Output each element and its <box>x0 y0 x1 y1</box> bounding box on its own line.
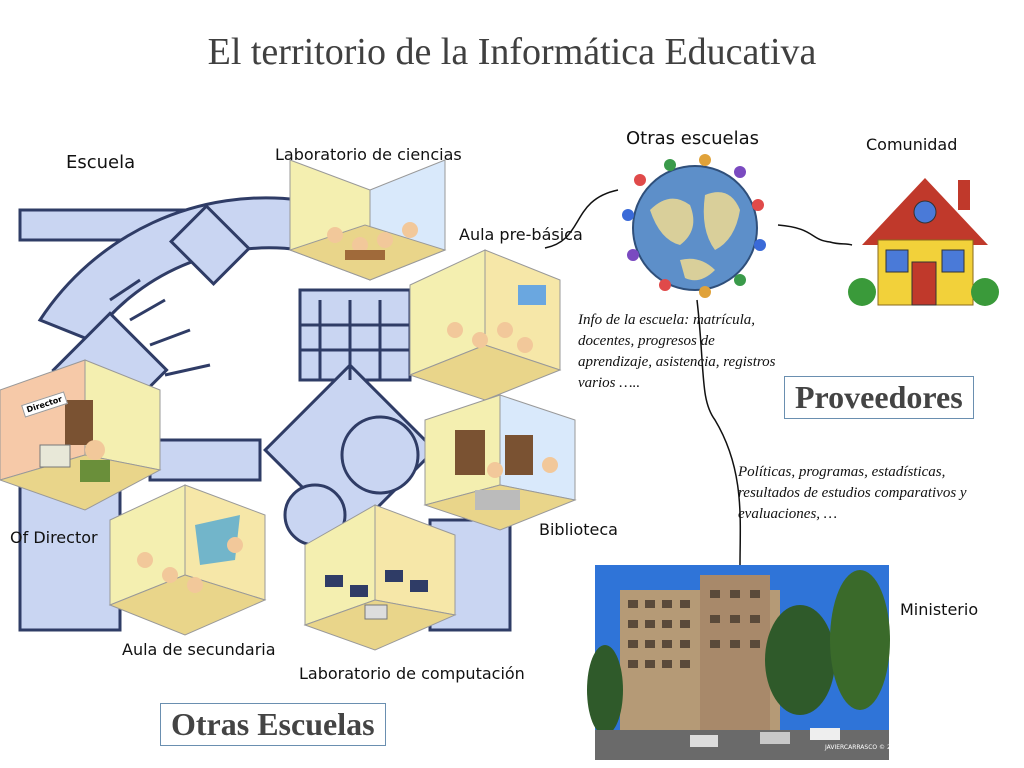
floorplan-block-lower <box>150 440 260 480</box>
label-lab-ciencias: Laboratorio de ciencias <box>275 145 462 164</box>
label-of-director: Of Director <box>10 528 98 547</box>
room-lab-ciencias <box>290 160 445 280</box>
photo-caption: JAVIERCARRASCO © 2006 <box>825 744 903 751</box>
globe-illustration <box>622 154 766 298</box>
label-ministerio: Ministerio <box>900 600 979 619</box>
label-aula-secundaria: Aula de secundaria <box>122 640 276 659</box>
label-aula-prebasica: Aula pre-básica <box>459 225 583 244</box>
ministerio-photo <box>587 565 890 760</box>
room-aula-prebasica <box>410 250 560 400</box>
label-comunidad: Comunidad <box>866 135 958 154</box>
label-escuela: Escuela <box>66 152 136 173</box>
room-director <box>0 360 160 510</box>
house-illustration <box>848 178 999 306</box>
note-politicas: Políticas, programas, estadísticas, resultados de estudios comparativos y evaluaciones, … <box>738 464 967 522</box>
room-aula-secundaria <box>110 485 265 635</box>
floorplan-block-center <box>300 290 410 380</box>
director-sign: Director <box>21 391 68 417</box>
box-otras-escuelas: Otras Escuelas <box>160 703 386 746</box>
label-lab-computacion: Laboratorio de computación <box>299 664 525 683</box>
connector-globe-community <box>778 225 852 245</box>
page-title: El territorio de la Informática Educativa <box>207 31 817 73</box>
label-biblioteca: Biblioteca <box>539 520 618 539</box>
floorplan-circle-1 <box>342 417 418 493</box>
note-info-escuela: Info de la escuela: matrícula, docentes, progresos de aprendizaje, asistencia, registros varios ….. <box>578 312 776 391</box>
box-proveedores: Proveedores <box>784 376 974 419</box>
label-otras-escuelas: Otras escuelas <box>626 128 759 149</box>
room-biblioteca <box>425 395 575 530</box>
